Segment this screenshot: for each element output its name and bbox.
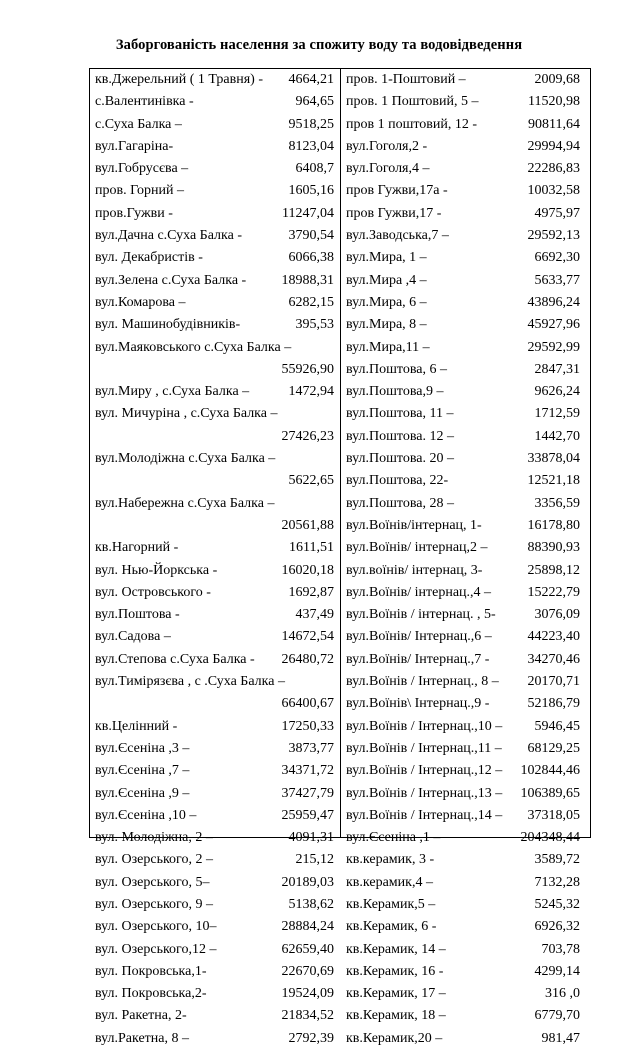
debt-amount: 62659,40	[281, 941, 334, 957]
street-name: кв.керамик, 3 -	[346, 852, 435, 868]
street-name: вул.Воїнів/ Інтернац.,6 –	[346, 629, 492, 645]
street-name: вул. Машинобудівників-	[95, 317, 241, 333]
table-row	[90, 470, 340, 492]
table-row	[341, 894, 590, 916]
debt-amount: 16178,80	[527, 517, 580, 533]
debt-amount: 15222,79	[527, 584, 580, 600]
street-name: вул.Поштова -	[95, 607, 180, 623]
debt-amount: 5633,77	[534, 272, 580, 288]
street-name: кв.Керамик,20 –	[346, 1030, 443, 1046]
debt-amount: 6926,32	[534, 919, 580, 935]
table-row	[90, 760, 340, 782]
street-name: вул. Покровська,2-	[95, 986, 207, 1002]
street-name: вул.Степова с.Суха Балка -	[95, 651, 255, 667]
debt-amount: 26480,72	[281, 651, 334, 667]
debt-amount: 25898,12	[527, 562, 580, 578]
table-row	[90, 292, 340, 314]
table-row	[90, 225, 340, 247]
debt-amount: 981,47	[541, 1030, 580, 1046]
debt-amount: 703,78	[541, 941, 580, 957]
table-row	[90, 203, 340, 225]
street-name: вул.Заводська,7 –	[346, 228, 449, 244]
street-name: вул. Озерського, 2 –	[95, 852, 213, 868]
table-row	[341, 537, 590, 559]
debt-amount: 4664,21	[288, 72, 334, 87]
table-row	[341, 849, 590, 871]
table-row	[341, 314, 590, 336]
street-name: кв.Керамик, 14 –	[346, 941, 446, 957]
debt-amount: 43896,24	[527, 294, 580, 310]
debt-amount: 29994,94	[527, 138, 580, 154]
street-name: с.Валентинівка -	[95, 94, 194, 110]
table-row	[90, 381, 340, 403]
table-row	[90, 69, 340, 91]
debt-amount: 11247,04	[282, 205, 334, 221]
debt-amount: 6692,30	[534, 250, 580, 266]
street-name: вул.Єсеніна ,7 –	[95, 763, 190, 779]
street-name: вул. Мичуріна , с.Суха Балка –	[95, 406, 278, 422]
debt-amount: 6282,15	[288, 294, 334, 310]
street-name: вул. Озерського, 10–	[95, 919, 217, 935]
street-name: вул.Зелена с.Суха Балка -	[95, 272, 247, 288]
table-row	[341, 872, 590, 894]
debt-amount: 27426,23	[281, 428, 334, 444]
debt-amount: 4299,14	[534, 963, 580, 979]
street-name: вул. Декабристів -	[95, 250, 203, 266]
table-row	[90, 805, 340, 827]
table-row	[90, 671, 340, 693]
table-row	[341, 270, 590, 292]
table-row	[341, 1028, 590, 1050]
debt-amount: 68129,25	[527, 740, 580, 756]
street-name: пров. Горний –	[95, 183, 184, 199]
debt-amount: 3356,59	[534, 495, 580, 511]
street-name: вул.Поштова, 6 –	[346, 361, 447, 377]
street-name: вул.Миру , с.Суха Балка –	[95, 384, 250, 400]
debt-amount: 37318,05	[527, 807, 580, 823]
debt-amount: 3076,09	[534, 607, 580, 623]
table-row	[341, 448, 590, 470]
street-name: вул.Мира, 8 –	[346, 317, 427, 333]
table-row	[341, 515, 590, 537]
table-row	[341, 582, 590, 604]
street-name: вул.Мира ,4 –	[346, 272, 427, 288]
debt-amount: 12521,18	[527, 473, 580, 489]
table-row	[90, 493, 340, 515]
street-name: вул.Воїнів / Інтернац.,12 –	[346, 763, 503, 779]
debt-amount: 3873,77	[288, 740, 334, 756]
street-name: вул.Поштова, 28 –	[346, 495, 454, 511]
table-row	[341, 136, 590, 158]
debt-amount: 6779,70	[534, 1008, 580, 1024]
debt-amount: 34371,72	[281, 763, 334, 779]
table-row	[90, 515, 340, 537]
table-row	[90, 359, 340, 381]
table-row	[341, 671, 590, 693]
street-name: вул. Островського -	[95, 584, 211, 600]
table-row	[90, 961, 340, 983]
table-row	[341, 403, 590, 425]
table-row	[341, 916, 590, 938]
table-row	[90, 426, 340, 448]
street-name: пров. 1 Поштовий, 5 –	[346, 94, 479, 110]
debt-amount: 1692,87	[288, 584, 334, 600]
table-row	[90, 337, 340, 359]
street-name: вул.Воїнів/інтернац, 1-	[346, 517, 482, 533]
street-name: пров. 1-Поштовий –	[346, 72, 466, 87]
debt-amount: 4975,97	[534, 205, 580, 221]
street-name: вул.Воїнів / Інтернац.,10 –	[346, 718, 503, 734]
table-row	[341, 337, 590, 359]
street-name: вул.Тимірязєва , с .Суха Балка –	[95, 674, 285, 690]
street-name: вул.Воїнів/ інтернац.,4 –	[346, 584, 492, 600]
debt-amount: 20189,03	[281, 874, 334, 890]
street-name: вул.Ракетна, 8 –	[95, 1030, 189, 1046]
street-name: вул.Єсеніна ,3 –	[95, 740, 190, 756]
street-name: пров Гужви,17а -	[346, 183, 448, 199]
street-name: вул.Воїнів / Інтернац.,13 –	[346, 785, 503, 801]
street-name: вул.Поштова, 11 –	[346, 406, 454, 422]
street-name: вул. Озерського, 5–	[95, 874, 210, 890]
debt-amount: 1611,51	[289, 540, 334, 556]
debt-amount: 22670,69	[281, 963, 334, 979]
street-name: вул.Гагаріна-	[95, 138, 174, 154]
street-name: вул.Воїнів / інтернац. , 5-	[346, 607, 496, 623]
debt-amount: 33878,04	[527, 451, 580, 467]
debt-amount: 16020,18	[281, 562, 334, 578]
street-name: вул.Гоголя,4 –	[346, 161, 430, 177]
debt-amount: 1442,70	[534, 428, 580, 444]
table-row	[341, 114, 590, 136]
table-row	[341, 426, 590, 448]
street-name: вул.Воїнів / Інтернац.,14 –	[346, 807, 503, 823]
street-name: вул.Мира, 1 –	[346, 250, 427, 266]
debt-amount: 6408,7	[295, 161, 334, 177]
street-name: вул. Ракетна, 2-	[95, 1008, 187, 1024]
table-row	[90, 158, 340, 180]
debt-amount: 20170,71	[527, 674, 580, 690]
table-row	[341, 716, 590, 738]
table-row	[90, 91, 340, 113]
street-name: вул.Комарова –	[95, 294, 186, 310]
street-name: вул.Молодіжна с.Суха Балка –	[95, 451, 276, 467]
table-row	[90, 626, 340, 648]
street-name: вул.Набережна с.Суха Балка –	[95, 495, 275, 511]
table-row	[341, 939, 590, 961]
table-row	[90, 849, 340, 871]
street-name: вул.Поштова, 22-	[346, 473, 449, 489]
table-row	[90, 270, 340, 292]
street-name: вул. Молодіжна, 2 –	[95, 830, 213, 846]
table-row	[341, 961, 590, 983]
table-row	[341, 626, 590, 648]
debt-amount: 316 ,0	[545, 986, 580, 1002]
table-row	[90, 649, 340, 671]
street-name: пров.Гужви -	[95, 205, 173, 221]
debt-amount: 44223,40	[527, 629, 580, 645]
table-row	[341, 359, 590, 381]
debt-amount: 20561,88	[281, 517, 334, 533]
table-row	[341, 91, 590, 113]
street-name: вул. Озерського, 9 –	[95, 896, 213, 912]
table-row	[90, 783, 340, 805]
street-name: вул.Поштова. 20 –	[346, 451, 454, 467]
debt-amount: 6066,38	[288, 250, 334, 266]
right-column	[341, 69, 590, 1046]
debt-amount: 102844,46	[520, 763, 580, 779]
table-row	[341, 738, 590, 760]
table-row	[90, 1005, 340, 1027]
table-row	[90, 247, 340, 269]
debt-amount: 106389,65	[520, 785, 580, 801]
debt-amount: 7132,28	[534, 874, 580, 890]
debt-amount: 19524,09	[281, 986, 334, 1002]
table-row	[341, 783, 590, 805]
street-name: кв.Нагорний -	[95, 540, 179, 556]
table-row	[90, 560, 340, 582]
debt-amount: 1605,16	[288, 183, 334, 199]
debt-amount: 8123,04	[288, 138, 334, 154]
debt-amount: 29592,13	[527, 228, 580, 244]
table-row	[90, 939, 340, 961]
debt-amount: 1472,94	[288, 384, 334, 400]
table-row	[341, 693, 590, 715]
table-row	[341, 225, 590, 247]
table-row	[90, 582, 340, 604]
street-name: вул.Мира, 6 –	[346, 294, 427, 310]
debt-amount: 28884,24	[281, 919, 334, 935]
debt-amount: 25959,47	[281, 807, 334, 823]
street-name: вул.Єсеніна ,9 –	[95, 785, 190, 801]
debt-table	[89, 68, 591, 1046]
street-name: вул.Мира,11 –	[346, 339, 430, 355]
table-row	[341, 180, 590, 202]
debt-amount: 88390,93	[527, 540, 580, 556]
debt-amount: 18988,31	[281, 272, 334, 288]
table-row	[90, 983, 340, 1005]
debt-amount: 22286,83	[527, 161, 580, 177]
street-name: пров 1 поштовий, 12 -	[346, 116, 478, 132]
street-name: кв.керамик,4 –	[346, 874, 433, 890]
street-name: кв.Керамик, 18 –	[346, 1008, 446, 1024]
table-row	[341, 470, 590, 492]
table-row	[341, 805, 590, 827]
table-row	[341, 203, 590, 225]
debt-amount: 1712,59	[534, 406, 580, 422]
street-name: вул.Воїнів/ Інтернац.,7 -	[346, 651, 490, 667]
table-row	[341, 604, 590, 626]
debt-amount: 5245,32	[534, 896, 580, 912]
street-name: кв.Керамик, 6 -	[346, 919, 437, 935]
table-row	[90, 180, 340, 202]
table-row	[90, 448, 340, 470]
street-name: с.Суха Балка –	[95, 116, 182, 132]
debt-amount: 3589,72	[534, 852, 580, 868]
street-name: вул.Єсеніна ,1 –	[346, 830, 441, 846]
street-name: вул.Маяковського с.Суха Балка –	[95, 339, 292, 355]
debt-amount: 52186,79	[527, 696, 580, 712]
table-row	[90, 693, 340, 715]
debt-amount: 10032,58	[527, 183, 580, 199]
debt-amount: 395,53	[295, 317, 334, 333]
debt-amount: 204348,44	[520, 830, 580, 846]
debt-amount: 37427,79	[281, 785, 334, 801]
table-row	[341, 158, 590, 180]
table-row	[90, 738, 340, 760]
debt-amount: 11520,98	[528, 94, 580, 110]
debt-amount: 17250,33	[281, 718, 334, 734]
debt-amount: 9518,25	[288, 116, 334, 132]
table-row	[341, 292, 590, 314]
street-name: вул. Нью-Йоркська -	[95, 562, 218, 578]
street-name: вул.Воїнів\ Інтернац.,9 -	[346, 696, 490, 712]
debt-amount: 14672,54	[281, 629, 334, 645]
street-name: вул.Поштова,9 –	[346, 384, 444, 400]
table-row	[90, 604, 340, 626]
street-name: кв.Керамик,5 –	[346, 896, 436, 912]
debt-amount: 2009,68	[534, 72, 580, 87]
debt-amount: 2792,39	[288, 1030, 334, 1046]
table-row	[341, 983, 590, 1005]
debt-amount: 55926,90	[281, 361, 334, 377]
table-row	[341, 69, 590, 91]
street-name: кв.Целінний -	[95, 718, 178, 734]
debt-amount: 215,12	[295, 852, 334, 868]
debt-amount: 964,65	[295, 94, 334, 110]
table-row	[90, 403, 340, 425]
street-name: вул.Єсеніна ,10 –	[95, 807, 197, 823]
left-column	[90, 69, 341, 1046]
table-row	[341, 493, 590, 515]
table-row	[90, 716, 340, 738]
table-row	[341, 247, 590, 269]
table-row	[341, 760, 590, 782]
debt-amount: 4091,31	[288, 830, 334, 846]
table-row	[90, 916, 340, 938]
debt-amount: 5946,45	[534, 718, 580, 734]
document-title: Заборгованість населення за спожиту воду та водовідведення	[115, 37, 523, 53]
table-row	[90, 314, 340, 336]
table-row	[90, 872, 340, 894]
debt-amount: 34270,46	[527, 651, 580, 667]
street-name: пров Гужви,17 -	[346, 205, 442, 221]
debt-amount: 437,49	[295, 607, 334, 623]
street-name: вул.Поштова. 12 –	[346, 428, 454, 444]
street-name: вул.Воїнів / Інтернац., 8 –	[346, 674, 499, 690]
table-row	[90, 827, 340, 849]
table-row	[341, 381, 590, 403]
street-name: вул.Садова –	[95, 629, 171, 645]
debt-amount: 9626,24	[534, 384, 580, 400]
table-row	[90, 136, 340, 158]
street-name: вул.Гоголя,2 -	[346, 138, 428, 154]
debt-amount: 66400,67	[281, 696, 334, 712]
street-name: вул.воїнів/ інтернац, 3-	[346, 562, 483, 578]
street-name: вул.Дачна с.Суха Балка -	[95, 228, 243, 244]
street-name: кв.Джерельний ( 1 Травня) -	[95, 72, 263, 87]
table-row	[341, 649, 590, 671]
table-row	[90, 114, 340, 136]
table-row	[341, 827, 590, 849]
debt-amount: 3790,54	[288, 228, 334, 244]
debt-amount: 5138,62	[288, 896, 334, 912]
table-row	[341, 1005, 590, 1027]
debt-amount: 21834,52	[281, 1008, 334, 1024]
street-name: вул. Покровська,1-	[95, 963, 207, 979]
table-row	[90, 894, 340, 916]
street-name: вул.Воїнів / Інтернац.,11 –	[346, 740, 502, 756]
debt-amount: 2847,31	[534, 361, 580, 377]
street-name: кв.Керамик, 17 –	[346, 986, 446, 1002]
street-name: кв.Керамик, 16 -	[346, 963, 444, 979]
street-name: вул.Гобрусєва –	[95, 161, 189, 177]
debt-amount: 29592,99	[527, 339, 580, 355]
street-name: вул.Воїнів/ інтернац,2 –	[346, 540, 488, 556]
table-row	[90, 1028, 340, 1050]
debt-amount: 45927,96	[527, 317, 580, 333]
table-row	[341, 560, 590, 582]
debt-amount: 5622,65	[288, 473, 334, 489]
debt-amount: 90811,64	[528, 116, 580, 132]
table-row	[90, 537, 340, 559]
street-name: вул. Озерського,12 –	[95, 941, 217, 957]
